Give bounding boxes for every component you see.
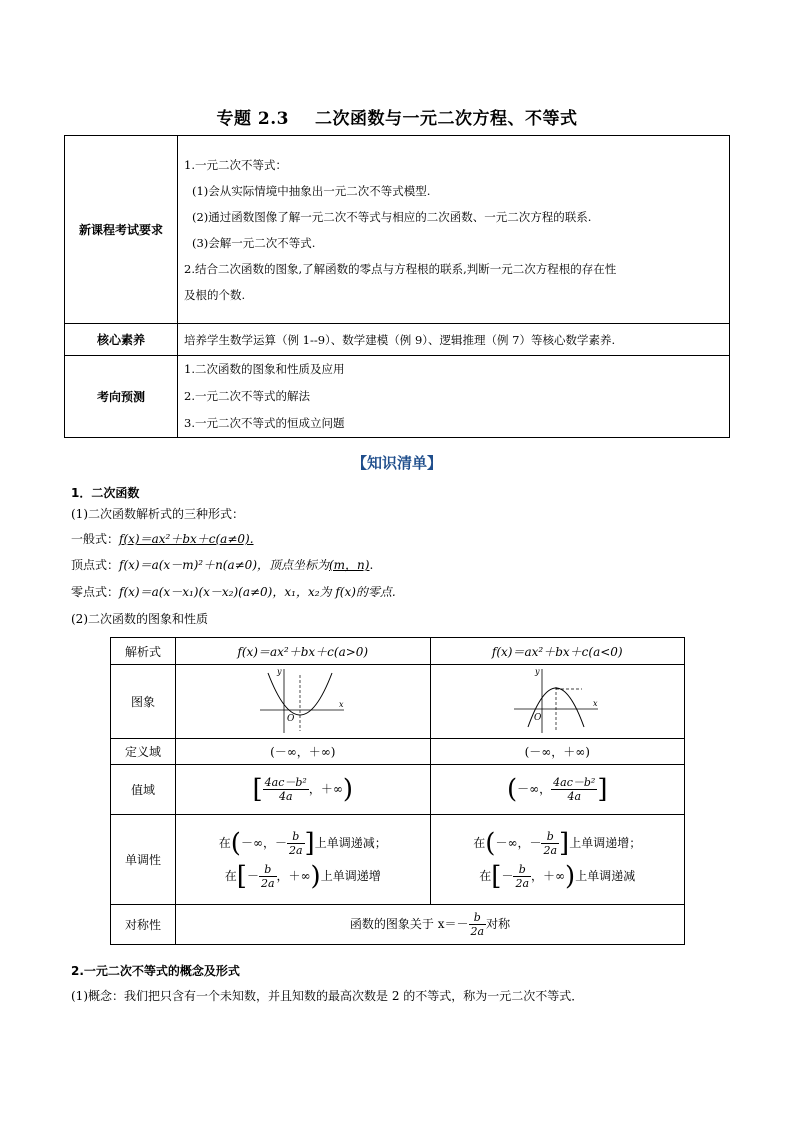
frac-den: 2a bbox=[515, 876, 530, 890]
mono-line: 在(－∞，－ $\frac{b}{2a}$ ]上单调递增； bbox=[473, 828, 642, 858]
mono-inc: 上单调递增 bbox=[320, 868, 381, 883]
sym-post: 对称 bbox=[486, 917, 511, 931]
req-head-core: 核心素养 bbox=[65, 324, 178, 356]
req-line: (1)会从实际情境中抽象出一元二次不等式模型. bbox=[192, 183, 431, 198]
origin-label: O bbox=[286, 714, 295, 724]
bracket-left: ( bbox=[485, 828, 496, 858]
neg-sign: － bbox=[274, 835, 287, 850]
req-line: (2)通过函数图像了解一元二次不等式与相应的二次函数、一元二次方程的联系. bbox=[192, 209, 592, 224]
bracket-left: [ bbox=[236, 861, 247, 891]
vertex-label: 顶点式： bbox=[71, 558, 120, 572]
prop-label: 解析式 bbox=[111, 638, 176, 665]
zero-form bbox=[71, 583, 396, 600]
b-2a-fraction bbox=[259, 863, 277, 890]
bracket-right: ] bbox=[559, 828, 570, 858]
prop-header-pos bbox=[176, 638, 431, 665]
mono-in: 在 bbox=[479, 868, 492, 883]
req-line: (3)会解一元二次不等式. bbox=[192, 235, 316, 250]
semi: ； bbox=[374, 835, 387, 850]
b-2a-fraction bbox=[513, 863, 531, 890]
neg-sign: － bbox=[529, 835, 542, 850]
zero-formula: f(x)＝a(x－x₁)(x－x₂)(a≠0)，x₁，x₂为 f(x)的零点. bbox=[119, 585, 396, 599]
frac-num: b bbox=[259, 863, 277, 877]
frac-num: 4ac－b² bbox=[553, 776, 596, 789]
vertex-formula: f(x)＝a(x－m)²＋n(a≠0)，顶点坐标为 bbox=[119, 558, 329, 572]
bracket-left: [ bbox=[491, 861, 502, 891]
b-2a-fraction bbox=[469, 911, 487, 938]
y-label: y bbox=[276, 667, 282, 676]
range-fraction bbox=[551, 776, 597, 803]
general-form bbox=[71, 530, 254, 547]
properties-table bbox=[110, 637, 685, 945]
mono-neg bbox=[430, 815, 685, 905]
section-1-title: 1．二次函数 bbox=[71, 486, 140, 500]
frac-den: 4a bbox=[278, 790, 293, 803]
range-fraction bbox=[263, 776, 309, 803]
vertex-form bbox=[71, 556, 373, 573]
vertex-end: . bbox=[369, 558, 374, 572]
x-label: x bbox=[593, 699, 598, 708]
frac-den: 2a bbox=[260, 876, 275, 890]
req-line: 培养学生数学运算（例 1--9）、数学建模（例 9）、逻辑推理（例 7）等核心数学素养. bbox=[184, 332, 616, 347]
prop-header-neg bbox=[430, 638, 685, 665]
frac-den: 2a bbox=[543, 843, 558, 857]
parabola-up-graph bbox=[258, 665, 348, 735]
x-label: x bbox=[338, 700, 344, 709]
general-label: 一般式： bbox=[71, 532, 120, 546]
neg-sign: － bbox=[246, 868, 259, 883]
plus-inf: ＋∞ bbox=[288, 868, 311, 883]
prop-label: 单调性 bbox=[111, 815, 176, 905]
sym-pre: 函数的图象关于 x＝－ bbox=[349, 917, 469, 931]
req-body-core bbox=[178, 324, 730, 356]
domain-neg: (－∞，＋∞) bbox=[430, 739, 685, 765]
req-line: 2.一元二次不等式的解法 bbox=[184, 389, 310, 403]
vertex-coord: (m，n) bbox=[329, 558, 370, 572]
parabola-down-graph bbox=[512, 665, 602, 735]
mono-in: 在 bbox=[473, 835, 486, 850]
req-line: 3.一元二次不等式的恒成立问题 bbox=[184, 416, 345, 430]
domain-pos: (－∞，＋∞) bbox=[176, 739, 431, 765]
prop-label: 值域 bbox=[111, 765, 176, 815]
b-2a-fraction bbox=[287, 830, 305, 857]
req-line: 2.结合二次函数的图象,了解函数的零点与方程根的联系,判断一元二次方程根的存在性 bbox=[184, 261, 617, 276]
prop-label: 定义域 bbox=[111, 739, 176, 765]
page-title bbox=[0, 104, 794, 129]
plus-inf: ＋∞ bbox=[320, 782, 343, 796]
graph-cell-neg bbox=[430, 665, 685, 739]
col1-formula: f(x)＝ax²＋bx＋c(a>0) bbox=[237, 644, 369, 659]
section-1-sub2: (2)二次函数的图象和性质 bbox=[71, 612, 208, 626]
range-pos: [ $\frac{\text{4ac－b²}}{4a}$ ，＋∞) bbox=[176, 765, 431, 815]
mono-in: 在 bbox=[218, 835, 231, 850]
frac-den: 4a bbox=[567, 790, 582, 803]
req-head-trend: 考向预测 bbox=[65, 356, 178, 438]
graph-cell-pos bbox=[176, 665, 431, 739]
b-2a-fraction bbox=[541, 830, 559, 857]
col2-formula: f(x)＝ax²＋bx＋c(a<0) bbox=[491, 644, 623, 659]
section-2-concept: (1)概念：我们把只含有一个未知数，并且知数的最高次数是 2 的不等式，称为一元二次不等式． bbox=[71, 989, 584, 1003]
frac-num: b bbox=[513, 863, 531, 877]
mono-dec: 上单调递减 bbox=[575, 868, 636, 883]
bracket-right: ) bbox=[310, 861, 321, 891]
mono-pos bbox=[176, 815, 431, 905]
bracket-right: ) bbox=[342, 774, 353, 805]
neg-sign: － bbox=[501, 868, 514, 883]
mono-dec: 上单调递减 bbox=[314, 835, 375, 850]
req-body-trend bbox=[178, 356, 730, 438]
req-body-exam bbox=[178, 136, 730, 324]
frac-num: 4ac－b² bbox=[264, 776, 307, 789]
bracket-left: ( bbox=[507, 774, 518, 805]
title-main: 二次函数与一元二次方程、不等式 bbox=[315, 109, 578, 129]
y-label: y bbox=[535, 667, 540, 676]
section-1-sub1: (1)二次函数解析式的三种形式： bbox=[71, 507, 244, 521]
mono-line: 在(－∞，－ $\frac{b}{2a}$ ]上单调递减； bbox=[218, 828, 387, 858]
section-2-title: 2.一元二次不等式的概念及形式 bbox=[71, 964, 240, 978]
bracket-left: ( bbox=[230, 828, 241, 858]
bracket-right: ] bbox=[597, 774, 608, 805]
req-line: 1.二次函数的图象和性质及应用 bbox=[184, 362, 345, 376]
mono-line: 在[－ $\frac{b}{2a}$ ，＋∞)上单调递增 bbox=[224, 861, 381, 891]
title-prefix: 专题 2.3 bbox=[216, 109, 289, 129]
parabola-curve bbox=[268, 673, 332, 715]
frac-num: b bbox=[287, 830, 305, 844]
req-head-exam: 新课程考试要求 bbox=[65, 136, 178, 324]
frac-num: b bbox=[469, 911, 487, 925]
mono-line: 在[－ $\frac{b}{2a}$ ，＋∞)上单调递减 bbox=[479, 861, 636, 891]
minus-inf: －∞ bbox=[240, 835, 263, 850]
frac-den: 2a bbox=[470, 925, 485, 938]
minus-inf: －∞ bbox=[517, 782, 540, 796]
knowledge-heading: 【知识清单】 bbox=[351, 454, 442, 472]
mono-in: 在 bbox=[224, 868, 237, 883]
prop-label: 对称性 bbox=[111, 905, 176, 945]
semi: ； bbox=[629, 835, 642, 850]
mono-inc: 上单调递增 bbox=[569, 835, 630, 850]
req-line: 及根的个数. bbox=[184, 287, 246, 302]
zero-label: 零点式： bbox=[71, 585, 120, 599]
frac-den: 2a bbox=[288, 843, 303, 857]
minus-inf: －∞ bbox=[495, 835, 518, 850]
plus-inf: ＋∞ bbox=[543, 868, 566, 883]
symmetry-cell bbox=[176, 905, 685, 945]
req-line: 1.一元二次不等式： bbox=[184, 157, 287, 172]
bracket-right: ] bbox=[304, 828, 315, 858]
frac-num: b bbox=[541, 830, 559, 844]
bracket-left: [ bbox=[252, 774, 263, 805]
origin-label: O bbox=[534, 713, 542, 723]
prop-label: 图象 bbox=[111, 665, 176, 739]
range-neg: (－∞， $\frac{\text{4ac－b²}}{4a}$ ] bbox=[430, 765, 685, 815]
bracket-right: ) bbox=[565, 861, 576, 891]
general-formula: f(x)＝ax²＋bx＋c(a≠0). bbox=[119, 532, 254, 546]
requirements-table bbox=[64, 135, 730, 438]
